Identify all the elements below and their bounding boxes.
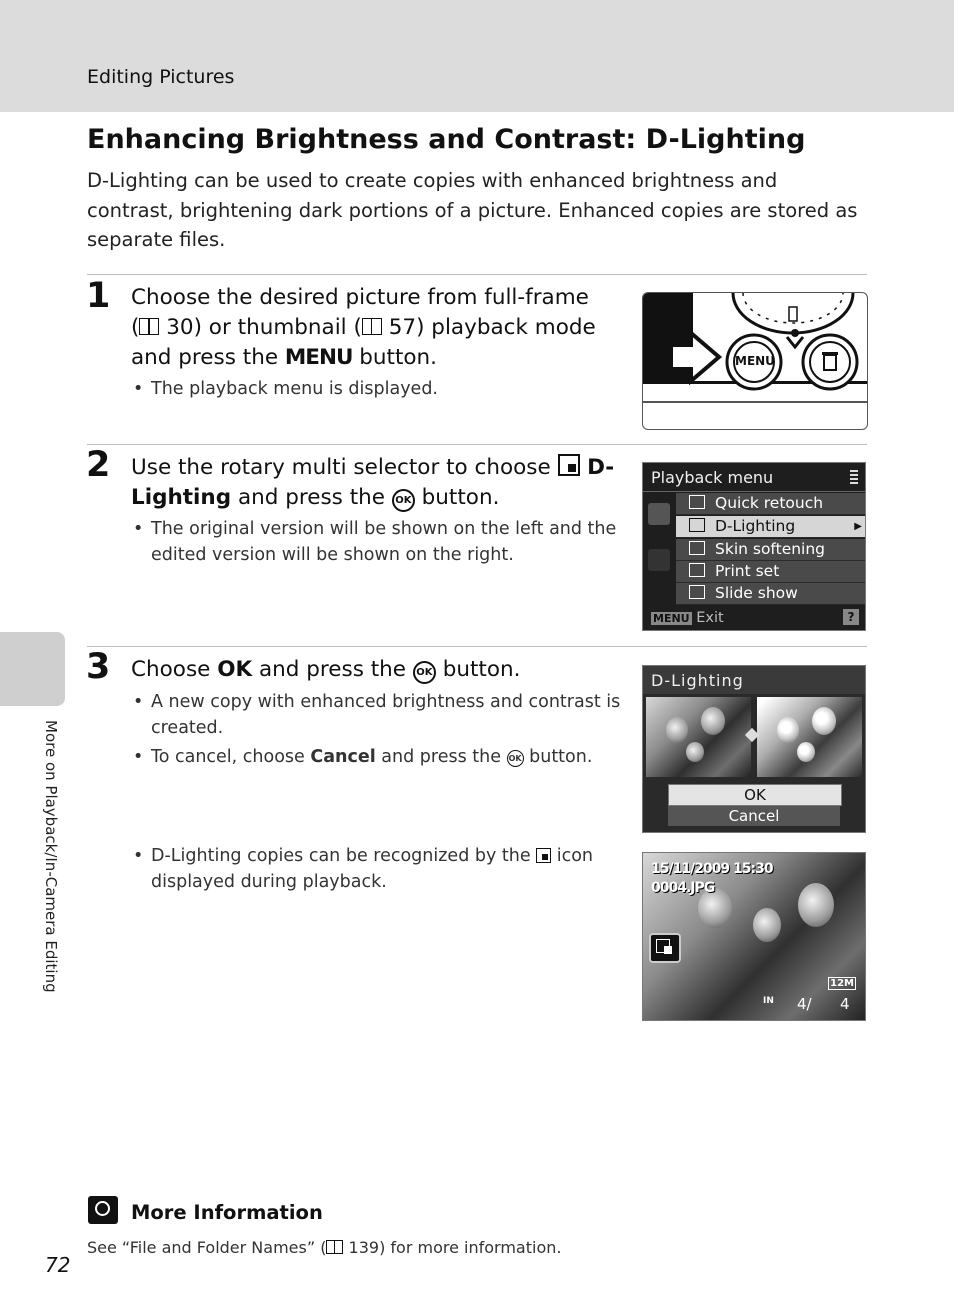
file-name: 0004.JPG (651, 880, 715, 896)
ok-button-icon: OK (507, 750, 524, 767)
book-icon (139, 318, 159, 335)
step-3-bullet-3: • D-Lighting copies can be recognized by the icon displayed during playback. (131, 843, 631, 895)
step-3-number: 3 (86, 647, 111, 687)
menu-item-d-lighting[interactable]: D-Lighting ▶ (676, 516, 866, 538)
step-3-title: Choose OK and press the OK button. (131, 657, 521, 682)
step-2-title: Use the rotary multi selector to choose D- Lighting and press the OK button. (131, 455, 615, 510)
slide-show-icon (689, 585, 705, 599)
step-3-bullet-2: • To cancel, choose Cancel and press the OK button. (131, 744, 631, 770)
internal-memory-icon: IN (763, 996, 774, 1006)
menu-item-quick-retouch[interactable]: Quick retouch (676, 493, 866, 515)
more-information-text: See “File and Folder Names” ( 139) for more information. (87, 1238, 562, 1257)
menu-exit-hint: MENU Exit (653, 610, 724, 626)
step-1-bullet: • The playback menu is displayed. (131, 376, 631, 402)
menu-button-label: MENU (735, 354, 775, 368)
original-photo (646, 697, 751, 777)
menu-item-print-set[interactable]: Print set (676, 561, 866, 583)
divider (87, 274, 867, 275)
page-title: Enhancing Brightness and Contrast: D-Lighting (87, 124, 806, 155)
menu-item-slide-show[interactable]: Slide show (676, 583, 866, 605)
help-icon: ? (843, 609, 859, 625)
step-3-bullet-1: • A new copy with enhanced brightness and contrast is created. (131, 689, 631, 741)
step-1-number: 1 (86, 276, 111, 316)
playback-menu-screen (642, 462, 866, 631)
playback-tab-icon[interactable] (648, 503, 670, 525)
d-lighting-icon (558, 454, 580, 476)
more-information-icon (88, 1196, 118, 1224)
step-1-title: Choose the desired picture from full-frame ( 30) or thumbnail ( 57) playback mode and press the MENU button. (131, 285, 596, 370)
playback-menu-title: Playback menu (651, 468, 774, 487)
cancel-option[interactable]: Cancel (668, 806, 840, 826)
scroll-indicator (850, 470, 858, 484)
print-set-icon (689, 563, 705, 577)
d-lighting-screen (642, 665, 866, 833)
setup-tab-icon[interactable] (648, 549, 670, 571)
frame-total: 4 (840, 995, 850, 1013)
step-2-bullet: • The original version will be shown on the left and the edited version will be shown on the right. (131, 516, 631, 568)
quick-retouch-icon (689, 495, 705, 509)
intro-paragraph: D-Lighting can be used to create copies with enhanced brightness and contrast, brightening dark portions of a picture. Enhanced copies are stored as separate files. (87, 169, 858, 251)
more-information-title: More Information (131, 1201, 323, 1224)
menu-icon: MENU (653, 612, 690, 625)
edited-photo (757, 697, 862, 777)
date-time: 15/11/2009 15:30 (651, 861, 773, 877)
step-2-number: 2 (86, 445, 111, 485)
d-lighting-screen-title: D-Lighting (651, 671, 744, 690)
divider (87, 646, 867, 647)
arrow-right-icon: ▶ (854, 521, 862, 532)
book-icon (326, 1240, 343, 1254)
side-tab (0, 632, 65, 706)
divider (87, 444, 867, 445)
d-lighting-icon (689, 518, 705, 532)
ok-button-icon: OK (392, 489, 415, 512)
playback-photo-screen (642, 852, 866, 1021)
header-band (0, 0, 954, 112)
menu-item-skin-softening[interactable]: Skin softening (676, 539, 866, 561)
camera-illustration (642, 292, 868, 430)
ok-option[interactable]: OK (668, 784, 842, 806)
section-header: Editing Pictures (87, 66, 235, 88)
d-lighting-icon (536, 848, 551, 863)
frame-counter: 4/ (797, 995, 812, 1013)
ok-button-icon: OK (413, 661, 436, 684)
d-lighting-indicator (649, 933, 681, 963)
book-icon (362, 318, 382, 335)
side-tab-label: More on Playback/In-Camera Editing (42, 720, 60, 993)
image-size-indicator: 12M (830, 978, 854, 989)
menu-icon: MENU (284, 345, 353, 370)
skin-softening-icon (689, 541, 705, 555)
page-number: 72 (45, 1253, 71, 1277)
